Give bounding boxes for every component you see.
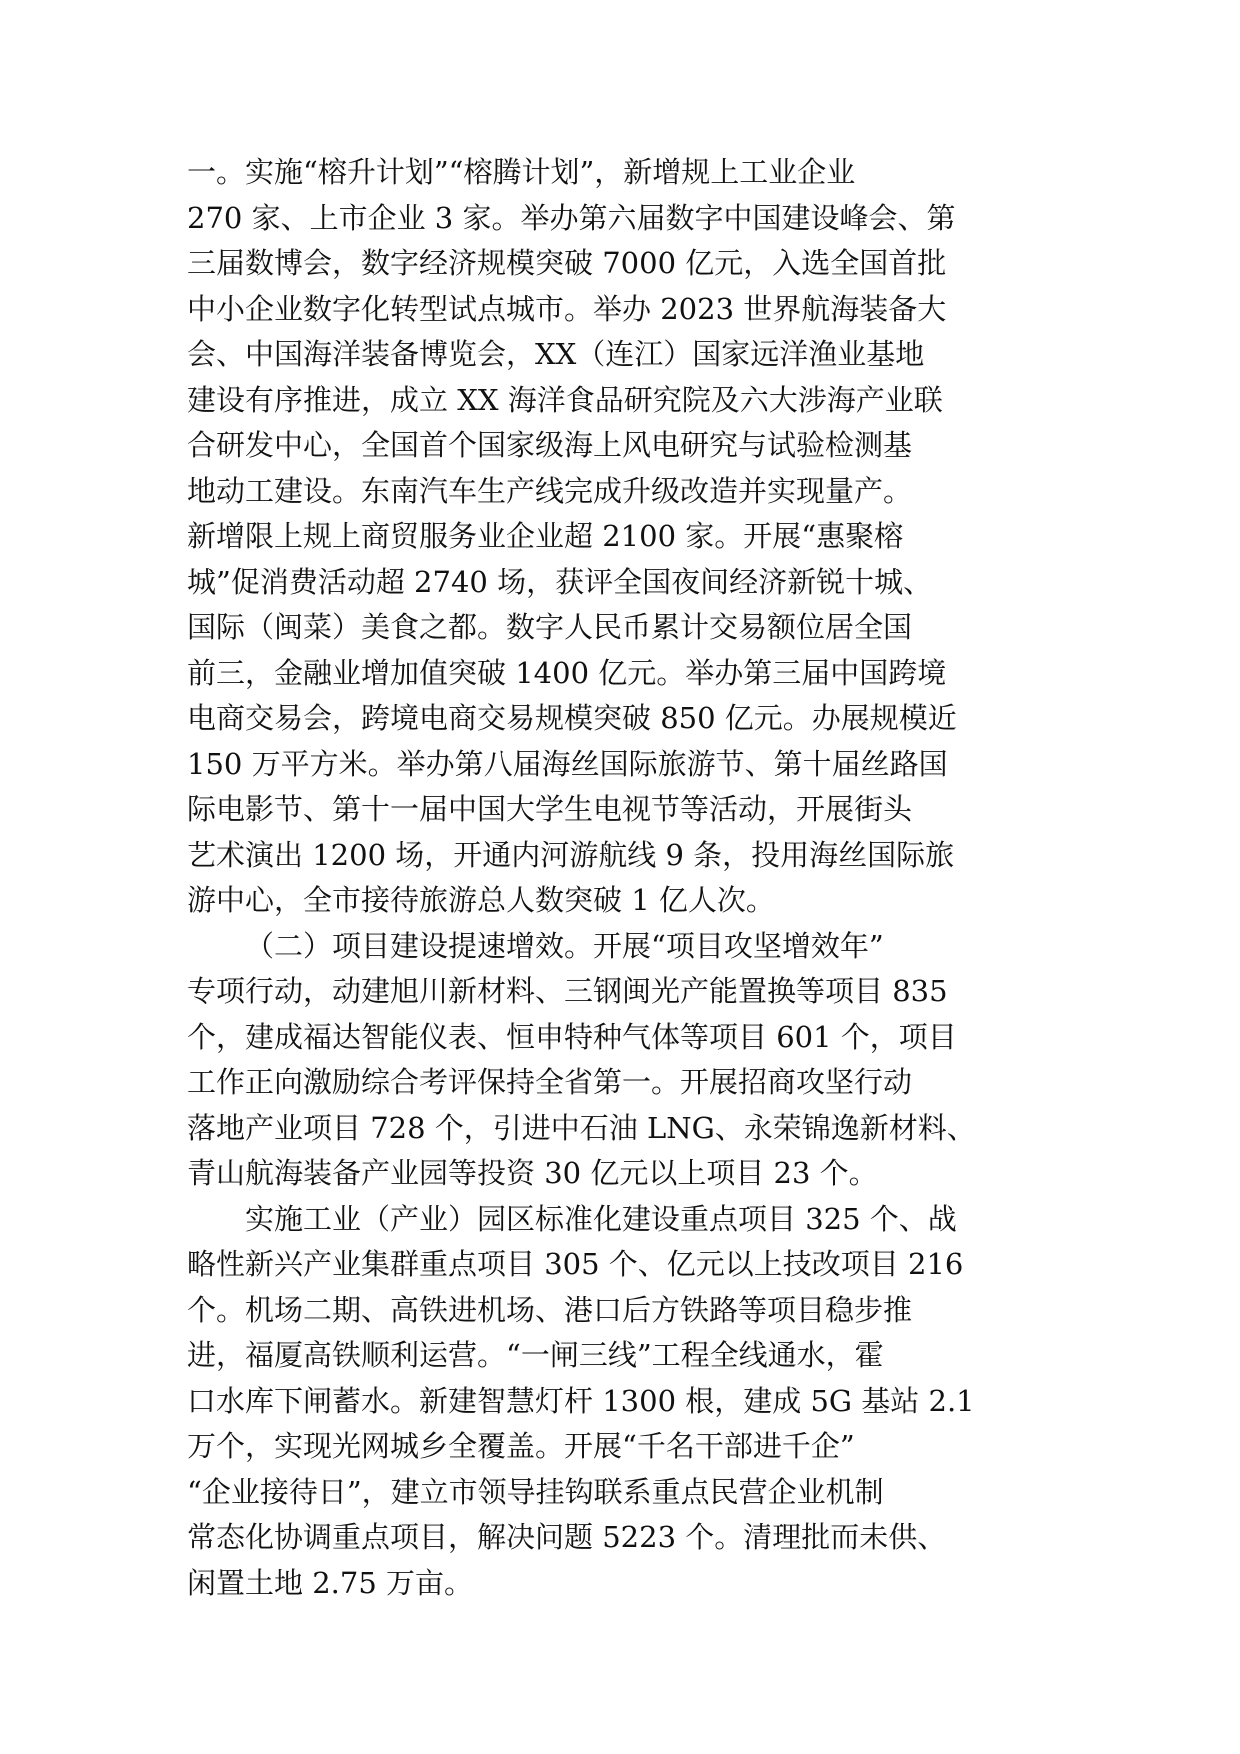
text-line: 三届数博会，数字经济规模突破 7000 亿元，入选全国首批 [187, 246, 947, 280]
text-line-indented: （二）项目建设提速增效。开展“项目攻坚增效年” [245, 928, 884, 963]
text-line: 合研发中心，全国首个国家级海上风电研究与试验检测基 [187, 428, 913, 462]
paragraph-industrial-parks [187, 1197, 1057, 1607]
document-body [187, 150, 1057, 1606]
text-line: 口水库下闸蓄水。新建智慧灯杆 1300 根，建成 5G 基站 2.1 [187, 1383, 975, 1418]
text-line: “企业接待日”，建立市领导挂钩联系重点民营企业机制 [187, 1474, 884, 1509]
paragraph-industry-development [187, 150, 1057, 924]
text-line: 会、中国海洋装备博览会，XX（连江）国家远洋渔业基地 [187, 337, 925, 371]
text-line: 个，建成福达智能仪表、恒申特种气体等项目 601 个，项目 [187, 1019, 957, 1054]
text-line: 前三，金融业增加值突破 1400 亿元。举办第三届中国跨境 [187, 655, 947, 690]
text-line: 地动工建设。东南汽车生产线完成升级改造并实现量产。 [187, 473, 913, 508]
text-line: 略性新兴产业集群重点项目 305 个、亿元以上技改项目 216 [187, 1247, 964, 1281]
paragraph-project-construction [187, 924, 1057, 1197]
text-line: 个。机场二期、高铁进机场、港口后方铁路等项目稳步推 [187, 1292, 913, 1327]
text-line: 进，福厦高铁顺利运营。“一闸三线”工程全线通水，霍 [187, 1338, 884, 1372]
text-line: 常态化协调重点项目，解决问题 5223 个。清理批而未供、 [187, 1520, 947, 1554]
text-line-indented: 实施工业（产业）园区标准化建设重点项目 325 个、战 [245, 1201, 957, 1236]
text-line: 艺术演出 1200 场，开通内河游航线 9 条，投用海丝国际旅 [187, 837, 955, 872]
text-line: 青山航海装备产业园等投资 30 亿元以上项目 23 个。 [187, 1156, 878, 1190]
text-line: 落地产业项目 728 个，引进中石油 LNG、永荣锦逸新材料、 [187, 1110, 976, 1145]
text-line: 建设有序推进，成立 XX 海洋食品研究院及六大涉海产业联 [187, 382, 943, 417]
text-line: 万个，实现光网城乡全覆盖。开展“千名干部进千企” [187, 1429, 855, 1463]
text-line: 电商交易会，跨境电商交易规模突破 850 亿元。办展规模近 [187, 701, 957, 735]
text-line: 工作正向激励综合考评保持全省第一。开展招商攻坚行动 [187, 1065, 913, 1099]
text-line: 国际（闽菜）美食之都。数字人民币累计交易额位居全国 [187, 610, 913, 644]
text-line: 际电影节、第十一届中国大学生电视节等活动，开展街头 [187, 792, 913, 826]
text-line: 城”促消费活动超 2740 场，获评全国夜间经济新锐十城、 [187, 564, 933, 599]
text-line: 150 万平方米。举办第八届海丝国际旅游节、第十届丝路国 [187, 746, 948, 781]
text-line: 中小企业数字化转型试点城市。举办 2023 世界航海装备大 [187, 291, 947, 326]
text-line: 270 家、上市企业 3 家。举办第六届数字中国建设峰会、第 [187, 200, 956, 235]
text-line: 闲置土地 2.75 万亩。 [187, 1565, 474, 1600]
text-line: 专项行动，动建旭川新材料、三钢闽光产能置换等项目 835 [187, 974, 948, 1008]
text-line: 游中心，全市接待旅游总人数突破 1 亿人次。 [187, 883, 775, 917]
text-line: 新增限上规上商贸服务业企业超 2100 家。开展“惠聚榕 [187, 519, 904, 553]
text-line: 一。实施“榕升计划”“榕腾计划”，新增规上工业企业 [187, 155, 856, 189]
